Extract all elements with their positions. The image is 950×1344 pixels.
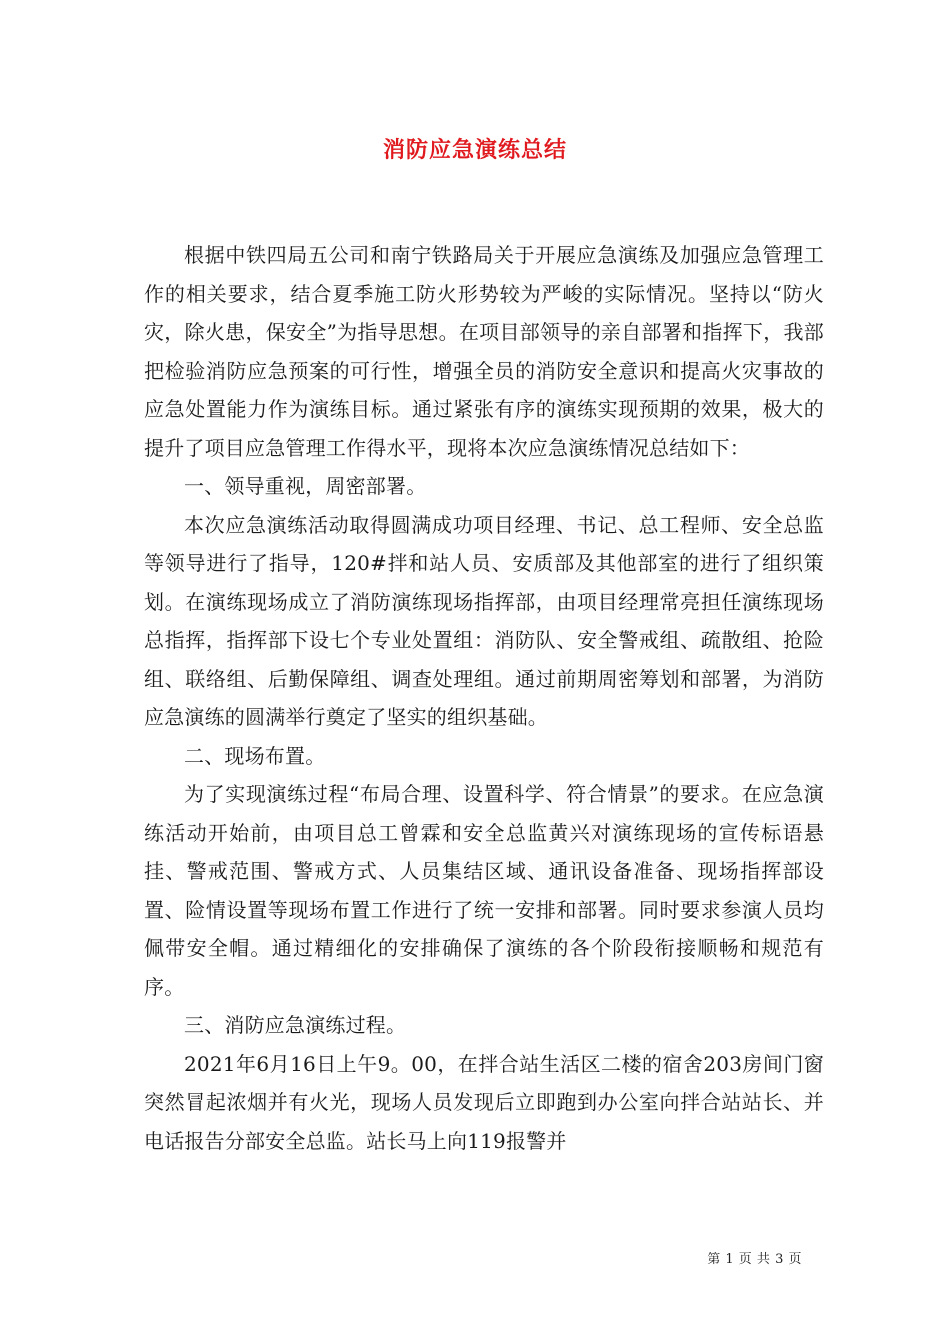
page-label-middle: 页 共	[738, 1252, 771, 1267]
section-heading-1: 一、领导重视，周密部署。	[184, 474, 427, 498]
section-heading-2: 二、现场布置。	[184, 743, 326, 768]
total-pages-number: 3	[775, 1252, 784, 1267]
paragraph-section-3: 2021年6月16日上午9。00，在拌合站生活区二楼的宿舍203房间门窗突然冒起浓烟并有火光，现场人员发现后立即跑到办公室向拌合站站长、并电话报告分部安全总监。站长马上向119报警并	[144, 1051, 824, 1153]
document-title: 消防应急演练总结	[382, 137, 567, 163]
section-heading-3: 三、消防应急演练过程。	[184, 1013, 407, 1037]
document-body	[144, 236, 824, 1160]
page-label-prefix: 第	[707, 1252, 721, 1267]
paragraph-section-2: 为了实现演练过程“布局合理、设置科学、符合情景”的要求。在应急演练活动开始前，由项目总工曾霖和安全总监黄兴对演练现场的宣传标语悬挂、警戒范围、警戒方式、人员集结区域、通讯设备准备、现场指挥部设置、险情设置等现场布置工作进行了统一安排和部署。同时要求参演人员均佩带安全帽。通过精细化的安排确保了演练的各个阶段衔接顺畅和规范有序。	[144, 782, 824, 999]
page-number-footer	[707, 1248, 802, 1267]
page-label-suffix: 页	[788, 1252, 802, 1267]
paragraph-intro: 根据中铁四局五公司和南宁铁路局关于开展应急演练及加强应急管理工作的相关要求，结合夏季施工防火形势较为严峻的实际情况。坚持以“防火灾，除火患，保安全”为指导思想。在项目部领导的亲自部署和指挥下，我部把检验消防应急预案的可行性，增强全员的消防安全意识和提高火灾事故的应急处置能力作为演练目标。通过紧张有序的演练实现预期的效果，极大的提升了项目应急管理工作得水平，现将本次应急演练情况总结如下：	[144, 243, 824, 460]
current-page-number: 1	[725, 1252, 735, 1267]
paragraph-section-1: 本次应急演练活动取得圆满成功项目经理、书记、总工程师、安全总监等领导进行了指导，120#拌和站人员、安质部及其他部室的进行了组织策划。在演练现场成立了消防演练现场指挥部，由项目经理常亮担任演练现场总指挥，指挥部下设七个专业处置组：消防队、安全警戒组、疏散组、抢险组、联络组、后勤保障组、调查处理组。通过前期周密筹划和部署，为消防应急演练的圆满举行奠定了坚实的组织基础。	[144, 512, 824, 729]
